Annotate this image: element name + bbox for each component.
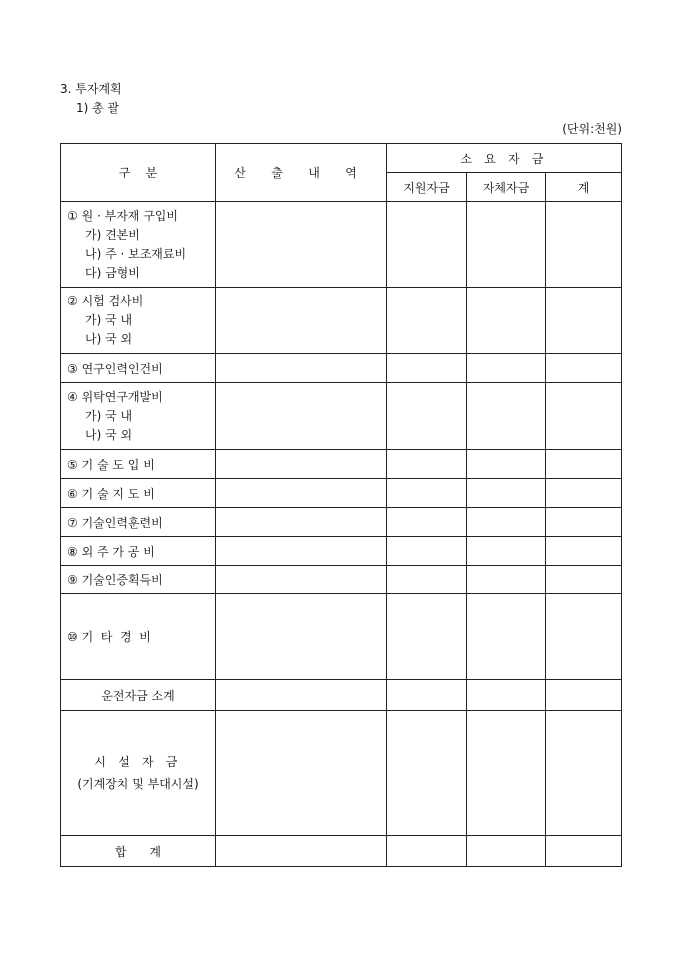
row-label xyxy=(61,202,216,288)
row-title: ② 시험 검사비 xyxy=(67,294,144,308)
section-heading: 3. 투자계획 xyxy=(60,82,122,96)
row-sub-item: 가) 견본비 xyxy=(85,227,140,242)
details-cell[interactable] xyxy=(216,354,387,383)
table-row xyxy=(61,450,622,479)
facility-funds-note: (기계장치 및 부대시설) xyxy=(77,777,199,791)
row-label: ⑧ 외 주 가 공 비 xyxy=(61,537,216,566)
details-cell[interactable] xyxy=(216,508,387,537)
row-title: ① 원 · 부자재 구입비 xyxy=(67,208,178,223)
table-row xyxy=(61,202,622,288)
header-details: 산 출 내 역 xyxy=(216,144,387,202)
details-cell[interactable] xyxy=(216,450,387,479)
total-cell[interactable] xyxy=(546,711,622,836)
own-funds-cell[interactable] xyxy=(467,479,546,508)
total-cell[interactable] xyxy=(546,508,622,537)
own-funds-cell[interactable] xyxy=(467,288,546,354)
table-row xyxy=(61,537,622,566)
own-funds-cell[interactable] xyxy=(467,836,546,867)
support-funds-cell[interactable] xyxy=(387,202,467,288)
table-row xyxy=(61,479,622,508)
operating-subtotal-row xyxy=(61,680,622,711)
row-sub-item: 가) 국 내 xyxy=(85,408,133,423)
support-funds-cell[interactable] xyxy=(387,566,467,594)
table-row xyxy=(61,594,622,680)
header-total: 계 xyxy=(546,173,622,202)
total-cell[interactable] xyxy=(546,680,622,711)
row-sub-item: 나) 국 외 xyxy=(85,427,133,442)
total-cell[interactable] xyxy=(546,537,622,566)
row-label: ⑤ 기 술 도 입 비 xyxy=(61,450,216,479)
own-funds-cell[interactable] xyxy=(467,450,546,479)
support-funds-cell[interactable] xyxy=(387,508,467,537)
header-own-funds: 자체자금 xyxy=(467,173,546,202)
own-funds-cell[interactable] xyxy=(467,594,546,680)
own-funds-cell[interactable] xyxy=(467,537,546,566)
own-funds-cell[interactable] xyxy=(467,202,546,288)
facility-funds-row xyxy=(61,711,622,836)
support-funds-cell[interactable] xyxy=(387,450,467,479)
details-cell[interactable] xyxy=(216,594,387,680)
support-funds-cell[interactable] xyxy=(387,594,467,680)
header-required-funds: 소 요 자 금 xyxy=(387,144,622,173)
subsection-heading: 1) 총 괄 xyxy=(76,101,120,115)
support-funds-cell[interactable] xyxy=(387,479,467,508)
own-funds-cell[interactable] xyxy=(467,680,546,711)
row-label: ⑦ 기술인력훈련비 xyxy=(61,508,216,537)
row-label xyxy=(61,594,216,680)
facility-funds-label xyxy=(61,711,216,836)
row-label: ⑥ 기 술 지 도 비 xyxy=(61,479,216,508)
total-cell[interactable] xyxy=(546,594,622,680)
details-cell[interactable] xyxy=(216,711,387,836)
total-cell[interactable] xyxy=(546,479,622,508)
total-cell[interactable] xyxy=(546,836,622,867)
unit-label: (단위:천원) xyxy=(562,122,622,136)
row-label: ⑨ 기술인증획득비 xyxy=(61,566,216,594)
details-cell[interactable] xyxy=(216,566,387,594)
row-label xyxy=(61,288,216,354)
table-row xyxy=(61,354,622,383)
total-cell[interactable] xyxy=(546,383,622,450)
grand-total-label: 합 계 xyxy=(61,836,216,867)
row-sub-item: 가) 국 내 xyxy=(85,313,133,327)
support-funds-cell[interactable] xyxy=(387,383,467,450)
support-funds-cell[interactable] xyxy=(387,711,467,836)
total-cell[interactable] xyxy=(546,202,622,288)
row-sub-item: 나) 국 외 xyxy=(85,332,133,346)
row-label: ③ 연구인력인건비 xyxy=(61,354,216,383)
row-sub-item: 나) 주 · 보조재료비 xyxy=(85,246,187,261)
header-support-funds: 지원자금 xyxy=(387,173,467,202)
details-cell[interactable] xyxy=(216,479,387,508)
row-title: ④ 위탁연구개발비 xyxy=(67,389,163,404)
total-cell[interactable] xyxy=(546,288,622,354)
grand-total-row xyxy=(61,836,622,867)
own-funds-cell[interactable] xyxy=(467,508,546,537)
total-cell[interactable] xyxy=(546,354,622,383)
row-title: ⑩ 기 타 경 비 xyxy=(67,630,151,644)
details-cell[interactable] xyxy=(216,288,387,354)
row-label xyxy=(61,383,216,450)
header-category: 구 분 xyxy=(61,144,216,202)
own-funds-cell[interactable] xyxy=(467,566,546,594)
details-cell[interactable] xyxy=(216,202,387,288)
own-funds-cell[interactable] xyxy=(467,354,546,383)
table-row xyxy=(61,566,622,594)
table-row xyxy=(61,288,622,354)
details-cell[interactable] xyxy=(216,680,387,711)
details-cell[interactable] xyxy=(216,537,387,566)
table-row xyxy=(61,383,622,450)
investment-plan-table xyxy=(60,143,622,867)
support-funds-cell[interactable] xyxy=(387,288,467,354)
facility-funds-title: 시 설 자 금 xyxy=(94,755,182,769)
details-cell[interactable] xyxy=(216,383,387,450)
total-cell[interactable] xyxy=(546,566,622,594)
details-cell[interactable] xyxy=(216,836,387,867)
operating-subtotal-label: 운전자금 소계 xyxy=(61,680,216,711)
support-funds-cell[interactable] xyxy=(387,354,467,383)
row-sub-item: 다) 금형비 xyxy=(85,265,140,280)
own-funds-cell[interactable] xyxy=(467,383,546,450)
table-row xyxy=(61,508,622,537)
support-funds-cell[interactable] xyxy=(387,680,467,711)
header-row-1 xyxy=(61,144,622,173)
support-funds-cell[interactable] xyxy=(387,836,467,867)
total-cell[interactable] xyxy=(546,450,622,479)
support-funds-cell[interactable] xyxy=(387,537,467,566)
own-funds-cell[interactable] xyxy=(467,711,546,836)
